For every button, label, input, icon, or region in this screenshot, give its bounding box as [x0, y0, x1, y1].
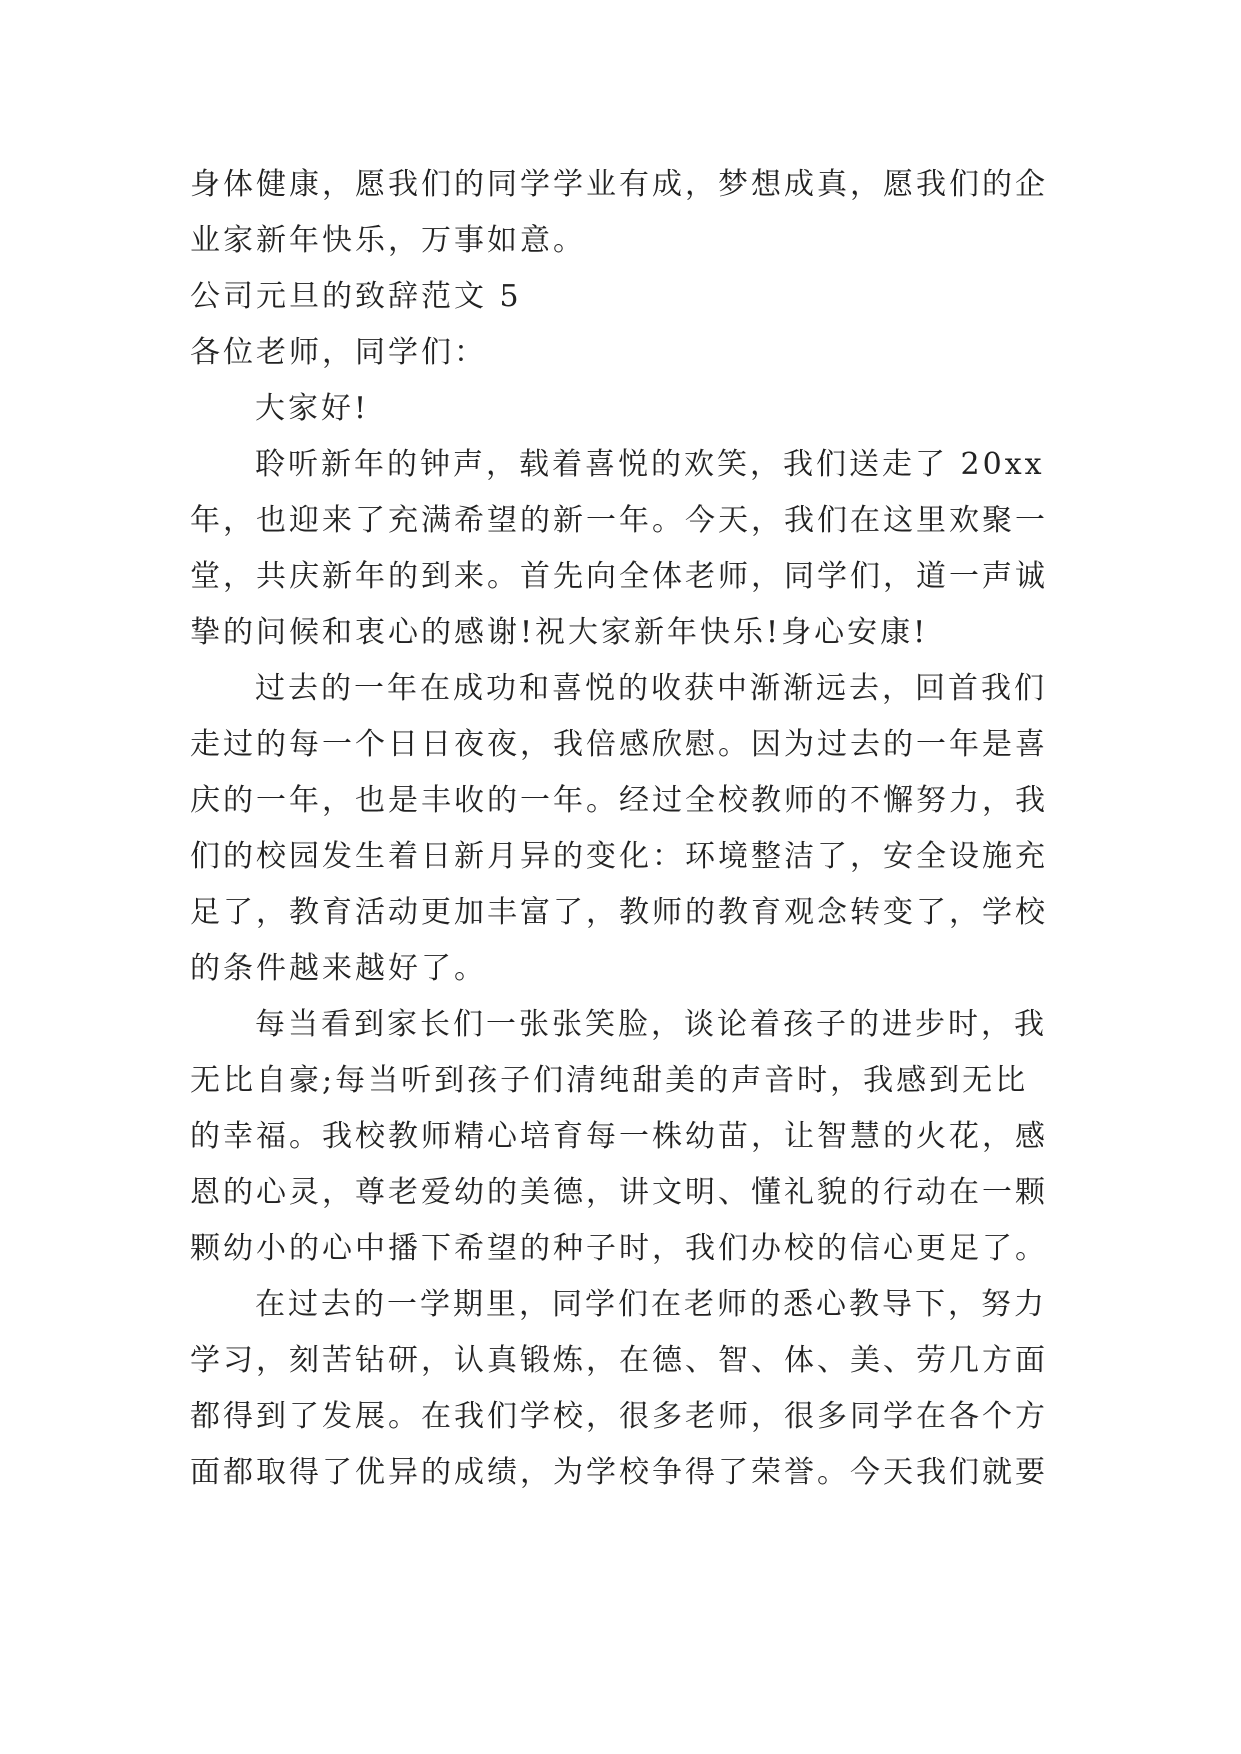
section-heading: 公司元旦的致辞范文 5 [190, 279, 522, 314]
text-line: 恩的心灵，尊老爱幼的美德，讲文明、懂礼貌的行动在一颗 [190, 1175, 1048, 1210]
text-line: 年，也迎来了充满希望的新一年。今天，我们在这里欢聚一 [190, 503, 1048, 538]
text-line: 颗幼小的心中播下希望的种子时，我们办校的信心更足了。 [190, 1231, 1048, 1266]
text-line: 过去的一年在成功和喜悦的收获中渐渐远去，回首我们 [255, 671, 1047, 706]
text-line: 们的校园发生着日新月异的变化：环境整洁了，安全设施充 [190, 839, 1048, 874]
text-line: 学习，刻苦钻研，认真锻炼，在德、智、体、美、劳几方面 [190, 1343, 1048, 1378]
text-line: 足了，教育活动更加丰富了，教师的教育观念转变了，学校 [190, 895, 1048, 930]
text-line: 堂，共庆新年的到来。首先向全体老师，同学们，道一声诚 [190, 559, 1048, 594]
text-line: 的条件越来越好了。 [190, 951, 487, 986]
text-line: 都得到了发展。在我们学校，很多老师，很多同学在各个方 [190, 1399, 1048, 1434]
text-line: 聆听新年的钟声，载着喜悦的欢笑，我们送走了 20xx [255, 447, 1045, 482]
text-line: 在过去的一学期里，同学们在老师的悉心教导下，努力 [255, 1287, 1047, 1322]
text-line: 业家新年快乐，万事如意。 [190, 223, 586, 258]
text-line: 挚的问候和衷心的感谢!祝大家新年快乐!身心安康! [190, 615, 929, 650]
text-line: 每当看到家长们一张张笑脸，谈论着孩子的进步时，我 [255, 1007, 1047, 1042]
text-line: 走过的每一个日日夜夜，我倍感欣慰。因为过去的一年是喜 [190, 727, 1048, 762]
text-line: 面都取得了优异的成绩，为学校争得了荣誉。今天我们就要 [190, 1455, 1048, 1490]
salutation: 各位老师，同学们： [190, 335, 487, 370]
text-line: 身体健康，愿我们的同学学业有成，梦想成真，愿我们的企 [190, 167, 1048, 202]
greeting: 大家好! [255, 391, 370, 426]
text-line: 无比自豪;每当听到孩子们清纯甜美的声音时，我感到无比 [190, 1063, 1029, 1098]
text-line: 庆的一年，也是丰收的一年。经过全校教师的不懈努力，我 [190, 783, 1048, 818]
text-line: 的幸福。我校教师精心培育每一株幼苗，让智慧的火花，感 [190, 1119, 1048, 1154]
